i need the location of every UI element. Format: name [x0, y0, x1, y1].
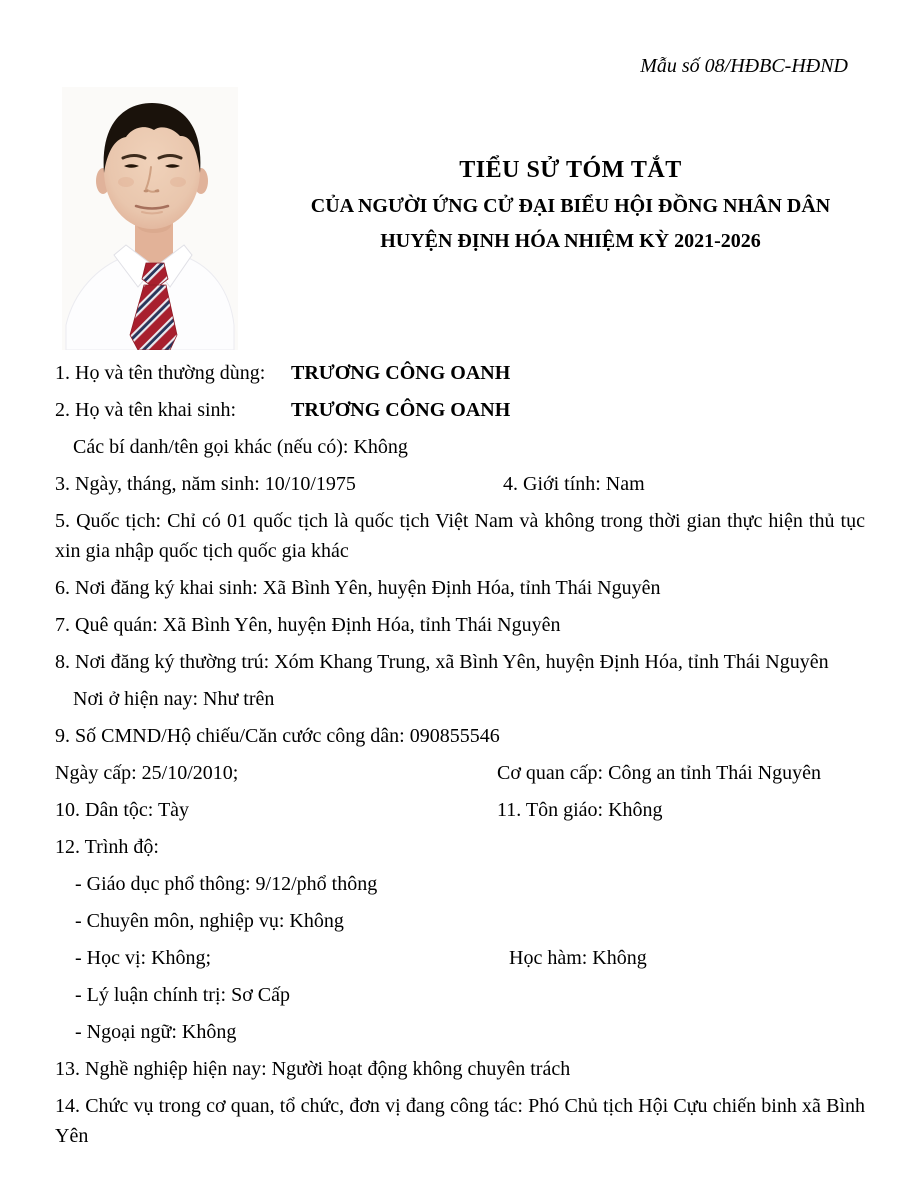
field-birth-name-value: TRƯƠNG CÔNG OANH — [291, 399, 511, 421]
field-education-degree-title — [55, 943, 865, 973]
field-current-position: 14. Chức vụ trong cơ quan, tổ chức, đơn vị đang công tác: Phó Chủ tịch Hội Cựu chiến binh xã Bình Yên — [55, 1095, 865, 1147]
field-birthdate: 3. Ngày, tháng, năm sinh: 10/10/1975 — [55, 473, 356, 495]
field-common-name-label: 1. Họ và tên thường dùng: — [55, 362, 266, 384]
field-current-residence: Nơi ở hiện nay: Như trên — [73, 688, 275, 710]
field-academic-title: Học hàm: Không — [509, 947, 647, 969]
document-title: TIỂU SỬ TÓM TẮT — [459, 157, 682, 183]
field-education-general: - Giáo dục phổ thông: 9/12/phổ thông — [75, 873, 378, 895]
field-id-number: 9. Số CMND/Hộ chiếu/Căn cước công dân: 090855546 — [55, 725, 500, 747]
field-foreign-language: - Ngoại ngữ: Không — [75, 1021, 237, 1043]
form-code: Mẫu số 08/HĐBC-HĐND — [640, 55, 848, 77]
field-birth-name-label: 2. Họ và tên khai sinh: — [55, 399, 237, 421]
field-religion: 11. Tôn giáo: Không — [497, 799, 663, 821]
field-issue-date: Ngày cấp: 25/10/2010; — [55, 762, 239, 784]
field-education-heading: 12. Trình độ: — [55, 836, 159, 858]
field-nationality: 5. Quốc tịch: Chỉ có 01 quốc tịch là quốc tịch Việt Nam và không trong thời gian thực hiện thủ tục xin gia nhập quốc tịch quốc gia khác — [55, 510, 865, 562]
field-issue-org: Cơ quan cấp: Công an tỉnh Thái Nguyên — [497, 762, 822, 784]
portrait-photo — [62, 87, 238, 350]
title-block — [240, 157, 901, 265]
field-permanent-residence: 8. Nơi đăng ký thường trú: Xóm Khang Trung, xã Bình Yên, huyện Định Hóa, tỉnh Thái Nguyên — [55, 651, 829, 673]
field-id-issue — [55, 758, 865, 788]
field-political-theory: - Lý luận chính trị: Sơ Cấp — [75, 984, 290, 1006]
field-education-professional: - Chuyên môn, nghiệp vụ: Không — [75, 910, 344, 932]
field-birth-registration: 6. Nơi đăng ký khai sinh: Xã Bình Yên, huyện Định Hóa, tỉnh Thái Nguyên — [55, 577, 661, 599]
field-current-occupation: 13. Nghề nghiệp hiện nay: Người hoạt động không chuyên trách — [55, 1058, 571, 1080]
document-subtitle-1: CỦA NGƯỜI ỨNG CỬ ĐẠI BIỂU HỘI ĐỒNG NHÂN DÂN — [310, 195, 831, 217]
field-common-name-value: TRƯƠNG CÔNG OANH — [291, 362, 511, 384]
document-subtitle-2: HUYỆN ĐỊNH HÓA NHIỆM KỲ 2021-2026 — [380, 230, 761, 252]
form-fields — [0, 358, 911, 1158]
field-ethnicity: 10. Dân tộc: Tày — [55, 799, 190, 821]
field-sex: 4. Giới tính: Nam — [503, 473, 645, 495]
field-birthdate-sex — [55, 469, 865, 499]
field-common-name — [55, 358, 865, 388]
field-ethnicity-religion — [55, 795, 865, 825]
field-hometown: 7. Quê quán: Xã Bình Yên, huyện Định Hóa, tỉnh Thái Nguyên — [55, 614, 561, 636]
field-aliases: Các bí danh/tên gọi khác (nếu có): Không — [73, 436, 408, 458]
field-birth-name — [55, 395, 865, 425]
field-academic-degree: - Học vị: Không; — [75, 947, 212, 969]
